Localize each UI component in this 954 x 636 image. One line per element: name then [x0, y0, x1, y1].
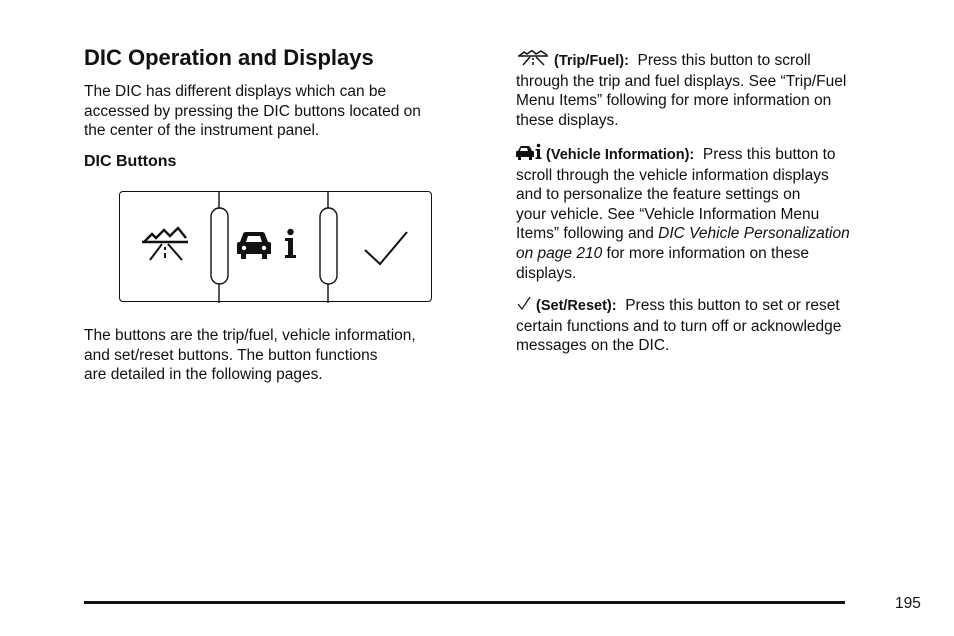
trip-fuel-line: these displays. [516, 111, 619, 129]
intro-line: The DIC has different displays which can be [84, 83, 387, 100]
intro-paragraph [84, 82, 421, 141]
set-reset-paragraph [516, 295, 841, 356]
checkmark-icon [516, 295, 532, 311]
trip-fuel-line: Menu Items” following for more information on [516, 92, 832, 110]
trip-fuel-paragraph [516, 50, 846, 130]
vehicle-info-text: Items” following and [516, 225, 659, 243]
vehicle-information-icon [237, 229, 296, 259]
cross-reference: on page 210 [516, 244, 603, 262]
vehicle-information-icon [516, 143, 542, 160]
footer-rule [84, 601, 845, 604]
trip-fuel-text: Press this button to scroll [637, 52, 811, 69]
set-reset-text: Press this button to set or reset [625, 297, 840, 314]
button-slot [211, 208, 228, 284]
trip-fuel-road-icon [516, 50, 550, 66]
page-number: 195 [895, 595, 921, 612]
trip-fuel-road-icon [142, 228, 188, 260]
trip-fuel-line: through the trip and fuel displays. See “Trip/Fuel [516, 72, 847, 90]
vehicle-info-line: your vehicle. See “Vehicle Information Menu [516, 205, 820, 223]
page-heading: DIC Operation and Displays [84, 45, 374, 70]
vehicle-info-paragraph [516, 143, 850, 283]
intro-line: accessed by pressing the DIC buttons located on [84, 102, 421, 120]
buttons-line: The buttons are the trip/fuel, vehicle information, [84, 327, 416, 344]
button-slot [320, 208, 337, 284]
buttons-paragraph [84, 326, 416, 385]
trip-fuel-label: (Trip/Fuel): [554, 53, 629, 69]
set-reset-line: certain functions and to turn off or acknowledge [516, 317, 842, 335]
checkmark-icon [365, 232, 407, 264]
intro-line: the center of the instrument panel. [84, 122, 320, 140]
vehicle-info-text: Press this button to [702, 146, 836, 163]
cross-reference: DIC Vehicle Personalization [658, 225, 850, 243]
vehicle-info-line: scroll through the vehicle information displays [516, 166, 829, 184]
dic-buttons-subheading: DIC Buttons [84, 153, 177, 170]
set-reset-label: (Set/Reset): [536, 298, 617, 314]
vehicle-info-line: and to personalize the feature settings on [516, 186, 801, 204]
vehicle-info-label: (Vehicle Information): [546, 147, 695, 163]
dic-buttons-drawing [120, 192, 433, 303]
vehicle-info-line: displays. [516, 264, 577, 282]
set-reset-line: messages on the DIC. [516, 337, 670, 355]
dic-buttons-illustration [119, 191, 432, 302]
vehicle-info-text: for more information on these [602, 244, 809, 262]
buttons-line: are detailed in the following pages. [84, 366, 323, 384]
buttons-line: and set/reset buttons. The button functions [84, 346, 378, 364]
